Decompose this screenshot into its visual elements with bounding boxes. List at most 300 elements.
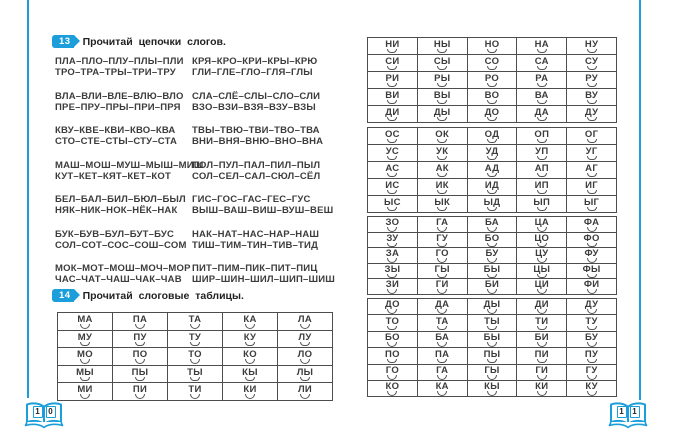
syllable-cell: [467, 217, 517, 233]
syllable-text: ПУ: [133, 331, 147, 343]
blend-arc-icon: [487, 375, 497, 380]
syllable-chain-line: ТРО–ТРА–ТРЫ–ТРИ–ТРУ: [55, 67, 176, 78]
syllable-text: ФА: [583, 217, 600, 228]
syllable-text: НИ: [385, 38, 400, 50]
syllable-cell: [417, 263, 467, 279]
blend-arc-icon: [537, 359, 547, 364]
syllable-cell: [467, 72, 517, 89]
syllable-cell: [417, 380, 467, 396]
syllable-text: КЫ: [242, 366, 258, 378]
syllable-text: МУ: [77, 331, 93, 343]
syllable-text: ЗЫ: [384, 263, 401, 275]
blend-arc-icon: [437, 66, 447, 71]
page-number-book-right: [608, 401, 648, 429]
syllable-cell: [223, 348, 278, 366]
syllable-chain-line: СЛА–СЛЁ–СЛЫ–СЛО–СЛИ: [192, 90, 321, 102]
blend-arc-icon: [80, 394, 90, 399]
syllable-text: ОП: [534, 128, 550, 140]
syllable-chain-line: ВНИ–ВНЯ–ВНЮ–ВНО–ВНА: [192, 136, 324, 147]
blend-arc-icon: [587, 289, 597, 294]
blend-arc-icon: [587, 326, 597, 331]
table-row: [368, 279, 617, 295]
blend-arc-icon: [387, 156, 397, 161]
chain-column: [55, 229, 192, 251]
table-row: [368, 315, 617, 331]
syllable-cell: [517, 55, 567, 72]
blend-arc-icon: [190, 342, 200, 347]
syllable-cell: [517, 315, 567, 331]
syllable-chain-line: ГИС–ГОС–ГАС–ГЕС–ГУС: [192, 194, 311, 205]
syllable-text: ДУ: [584, 106, 599, 118]
table-row: [368, 331, 617, 347]
blend-arc-icon: [537, 117, 547, 122]
syllable-cell: [467, 179, 517, 196]
syllable-text: ТУ: [585, 315, 598, 327]
blend-arc-icon: [245, 377, 255, 382]
syllable-text: ПЫ: [483, 348, 501, 360]
blend-arc-icon: [387, 173, 397, 178]
syllable-text: МИ: [77, 384, 93, 395]
syllable-cell: [223, 365, 278, 383]
blend-arc-icon: [300, 394, 310, 399]
syllable-chain-line: СОЛ–СОТ–СОС–СОШ–СОМ: [55, 239, 187, 251]
syllable-chain-line: ВЫШ–ВАШ–ВИШ–ВУШ–ВЕШ: [192, 205, 334, 216]
syllable-cell: [517, 263, 567, 279]
syllable-cell: [417, 279, 467, 295]
syllable-chain-line: НЯК–НИК–НОК–НЁК–НАК: [55, 205, 178, 216]
syllable-text: ТО: [385, 315, 400, 327]
task-13-header: [52, 35, 226, 48]
syllable-text: ДУ: [584, 299, 599, 311]
blend-arc-icon: [135, 324, 145, 329]
blend-arc-icon: [487, 190, 497, 195]
syllable-text: ВА: [534, 89, 549, 101]
syllable-text: ИД: [484, 179, 500, 191]
blend-arc-icon: [587, 117, 597, 122]
syllable-cell: [278, 348, 333, 366]
syllable-text: ЛО: [297, 349, 313, 360]
syllable-cell: [567, 331, 617, 347]
syllable-text: ЛА: [297, 314, 313, 325]
syllable-text: ТУ: [188, 331, 202, 343]
syllable-cell: [417, 162, 467, 179]
syllable-text: ЦИ: [534, 279, 549, 290]
task-14-header: [52, 289, 244, 302]
syllable-chains: [55, 56, 345, 298]
syllable-text: ИК: [435, 179, 449, 191]
syllable-cell: [517, 364, 567, 380]
blend-arc-icon: [387, 391, 397, 396]
chain-group: [55, 125, 345, 147]
blend-arc-icon: [437, 49, 447, 54]
syllable-text: БУ: [485, 248, 499, 259]
blend-arc-icon: [437, 326, 447, 331]
syllable-text: ГЫ: [434, 263, 450, 275]
syllable-text: ЫС: [384, 196, 401, 208]
table-row: [368, 128, 617, 145]
table-row: [58, 348, 333, 366]
blend-arc-icon: [587, 274, 597, 279]
syllable-cell: [517, 331, 567, 347]
chain-column: [192, 263, 336, 285]
syllable-text: КО: [385, 381, 400, 393]
syllable-text: УГ: [585, 145, 598, 157]
syllable-text: БА: [485, 217, 499, 228]
syllable-cell: [58, 313, 113, 331]
blend-arc-icon: [135, 394, 145, 399]
page-number-book-left: [24, 401, 64, 429]
syllable-cell: [467, 364, 517, 380]
syllable-chain-line: КРЯ–КРО–КРИ–КРЫ–КРЮ: [192, 56, 318, 67]
blend-arc-icon: [487, 309, 497, 314]
syllable-text: РИ: [385, 72, 400, 84]
syllable-chain-line: БЕЛ–БАЛ–БИЛ–БЮЛ–БЫЛ: [55, 194, 186, 205]
syllable-cell: [417, 106, 467, 123]
table-row: [368, 299, 617, 315]
syllable-cell: [113, 330, 168, 348]
syllable-cell: [368, 89, 418, 106]
syllable-text: ВИ: [385, 89, 400, 101]
blend-arc-icon: [537, 227, 547, 232]
blend-arc-icon: [487, 274, 497, 279]
syllable-cell: [113, 365, 168, 383]
syllable-text: КУ: [243, 331, 257, 343]
blend-arc-icon: [537, 156, 547, 161]
blend-arc-icon: [487, 391, 497, 396]
syllable-text: ПЫ: [131, 366, 149, 378]
syllable-cell: [567, 380, 617, 396]
chain-column: [55, 91, 192, 113]
syllable-text: БИ: [484, 279, 500, 290]
syllable-cell: [517, 38, 567, 55]
blend-arc-icon: [487, 243, 497, 248]
syllable-cell: [567, 299, 617, 315]
blend-arc-icon: [245, 394, 255, 399]
blend-arc-icon: [537, 391, 547, 396]
syllable-text: ЦА: [534, 217, 549, 228]
syllable-chain-line: ПОЛ–ПУЛ–ПАЛ–ПИЛ–ПЫЛ: [192, 159, 321, 171]
page-number-digit: 1: [33, 406, 43, 418]
syllable-text: ПО: [384, 348, 400, 360]
syllable-cell: [168, 383, 223, 401]
blend-arc-icon: [487, 49, 497, 54]
blend-arc-icon: [537, 100, 547, 105]
syllable-text: ДИ: [534, 299, 549, 311]
syllable-cell: [467, 299, 517, 315]
syllable-cell: [567, 279, 617, 295]
syllable-cell: [368, 232, 418, 248]
table-row: [58, 330, 333, 348]
blend-arc-icon: [437, 207, 447, 212]
syllable-text: БА: [435, 332, 450, 344]
syllable-cell: [417, 128, 467, 145]
syllable-text: ГА: [436, 365, 449, 376]
table-row: [368, 232, 617, 248]
table-row: [368, 179, 617, 196]
syllable-text: ПА: [132, 314, 148, 325]
syllable-cell: [368, 263, 418, 279]
syllable-cell: [517, 145, 567, 162]
syllable-cell: [517, 179, 567, 196]
blend-arc-icon: [437, 243, 447, 248]
syllable-text: ФЫ: [582, 263, 601, 275]
syllable-text: ВУ: [585, 89, 599, 101]
syllable-text: АП: [534, 162, 549, 174]
chain-column: [55, 194, 192, 216]
blend-arc-icon: [387, 100, 397, 105]
blend-arc-icon: [537, 243, 547, 248]
blend-arc-icon: [437, 359, 447, 364]
syllable-cell: [517, 72, 567, 89]
chain-group: [55, 160, 345, 182]
syllable-text: НА: [534, 38, 549, 50]
blend-arc-icon: [245, 359, 255, 364]
syllable-cell: [168, 348, 223, 366]
task-14-title: Прочитай слоговые таблицы.: [82, 289, 244, 302]
syllable-text: АС: [385, 162, 400, 174]
table-row: [368, 89, 617, 106]
chain-column: [192, 91, 329, 113]
blend-arc-icon: [387, 309, 397, 314]
syllable-text: БО: [484, 232, 500, 244]
blend-arc-icon: [587, 243, 597, 248]
table-row: [368, 106, 617, 123]
blend-arc-icon: [487, 83, 497, 88]
syllable-cell: [517, 106, 567, 123]
page-number-digit: 1: [630, 406, 640, 418]
blend-arc-icon: [587, 342, 597, 347]
blend-arc-icon: [487, 100, 497, 105]
page-number-digit: 0: [46, 406, 56, 418]
syllable-text: ДА: [435, 299, 450, 311]
syllable-cell: [417, 248, 467, 264]
syllable-cell: [58, 330, 113, 348]
syllable-cell: [467, 162, 517, 179]
blend-arc-icon: [487, 227, 497, 232]
blend-arc-icon: [300, 342, 310, 347]
syllable-text: ДИ: [385, 106, 400, 118]
syllable-chain-line: ПРЕ–ПРУ–ПРЫ–ПРИ–ПРЯ: [55, 101, 181, 113]
syllable-cell: [417, 89, 467, 106]
blend-arc-icon: [587, 207, 597, 212]
syllable-text: АД: [484, 162, 500, 174]
syllable-cell: [58, 348, 113, 366]
blend-arc-icon: [387, 207, 397, 212]
syllable-cell: [278, 383, 333, 401]
syllable-cell: [417, 299, 467, 315]
syllable-cell: [517, 279, 567, 295]
syllable-text: ЦЫ: [533, 263, 551, 275]
table-row: [368, 38, 617, 55]
syllable-cell: [467, 106, 517, 123]
page-number-left: [24, 406, 64, 418]
blend-arc-icon: [537, 274, 547, 279]
syllable-text: ФУ: [584, 248, 599, 259]
blend-arc-icon: [437, 139, 447, 144]
blend-arc-icon: [387, 258, 397, 263]
table-row: [368, 380, 617, 396]
syllable-text: ЦУ: [535, 248, 549, 259]
syllable-text: МЫ: [76, 366, 94, 378]
blend-arc-icon: [300, 377, 310, 382]
blend-arc-icon: [190, 377, 200, 382]
chain-group: [55, 56, 345, 78]
syllable-cell: [278, 365, 333, 383]
syllable-text: БИ: [534, 332, 549, 344]
blend-arc-icon: [537, 49, 547, 54]
syllable-text: ПИ: [534, 348, 549, 360]
blend-arc-icon: [135, 377, 145, 382]
syllable-text: СА: [534, 55, 549, 67]
syllable-text: БУ: [585, 332, 599, 344]
syllable-cell: [417, 55, 467, 72]
syllable-cell: [278, 313, 333, 331]
syllable-text: МО: [77, 349, 93, 360]
blend-arc-icon: [537, 83, 547, 88]
blend-arc-icon: [587, 100, 597, 105]
blend-arc-icon: [537, 289, 547, 294]
blend-arc-icon: [537, 326, 547, 331]
chain-group: [55, 194, 345, 216]
blend-arc-icon: [437, 173, 447, 178]
table-row: [58, 365, 333, 383]
syllable-text: УК: [436, 145, 449, 157]
blend-arc-icon: [387, 190, 397, 195]
syllable-cell: [467, 248, 517, 264]
syllable-cell: [417, 364, 467, 380]
syllable-cell: [368, 196, 418, 213]
syllable-text: ЫП: [533, 196, 551, 208]
syllable-chain-line: ПЛА–ПЛО–ПЛУ–ПЛЫ–ПЛИ: [55, 56, 184, 67]
syllable-text: ЗА: [385, 248, 400, 259]
syllable-text: ТЫ: [484, 315, 500, 327]
blend-arc-icon: [487, 139, 497, 144]
blend-arc-icon: [190, 324, 200, 329]
blend-arc-icon: [387, 49, 397, 54]
blend-arc-icon: [135, 359, 145, 364]
syllable-text: ИП: [534, 179, 549, 191]
blend-arc-icon: [245, 324, 255, 329]
syllable-cell: [467, 331, 517, 347]
blend-arc-icon: [587, 49, 597, 54]
syllable-cell: [517, 162, 567, 179]
chain-group: [55, 229, 345, 251]
blend-arc-icon: [387, 66, 397, 71]
syllable-cell: [417, 145, 467, 162]
syllable-text: ПА: [435, 348, 450, 360]
chain-column: [55, 263, 192, 285]
syllable-cell: [223, 383, 278, 401]
syllable-text: ПУ: [584, 348, 599, 360]
syllable-cell: [567, 145, 617, 162]
syllable-cell: [517, 348, 567, 364]
blend-arc-icon: [437, 274, 447, 279]
syllable-text: ЗИ: [385, 279, 400, 290]
table-row: [368, 145, 617, 162]
syllable-cell: [517, 248, 567, 264]
syllable-text: КЫ: [484, 381, 500, 393]
syllable-text: ТИ: [188, 384, 202, 395]
table-row: [368, 248, 617, 264]
chain-column: [192, 229, 329, 251]
syllable-cell: [467, 89, 517, 106]
syllable-cell: [368, 217, 418, 233]
syllable-cell: [58, 365, 113, 383]
syllable-cell: [517, 232, 567, 248]
syllable-cell: [368, 248, 418, 264]
blend-arc-icon: [437, 289, 447, 294]
blend-arc-icon: [587, 227, 597, 232]
syllable-text: СО: [484, 55, 500, 67]
syllable-text: ДО: [385, 299, 400, 311]
syllable-chain-line: ВЛА–ВЛИ–ВЛЕ–ВЛЮ–ВЛО: [55, 90, 184, 102]
syllable-cell: [223, 313, 278, 331]
chain-column: [55, 159, 204, 182]
chain-column: [192, 160, 329, 182]
chain-group: [55, 91, 345, 113]
blend-arc-icon: [387, 243, 397, 248]
syllable-cell: [567, 38, 617, 55]
syllable-text: ГЫ: [484, 365, 500, 376]
syllable-cell: [368, 364, 418, 380]
syllable-cell: [368, 128, 418, 145]
syllable-cell: [567, 55, 617, 72]
syllable-text: КА: [243, 314, 257, 325]
blend-arc-icon: [587, 173, 597, 178]
blend-arc-icon: [387, 289, 397, 294]
syllable-text: ТЫ: [187, 366, 203, 378]
blend-arc-icon: [587, 309, 597, 314]
syllable-cell: [517, 217, 567, 233]
blend-arc-icon: [587, 66, 597, 71]
syllable-chain-line: ЧАС–ЧАТ–ЧАШ–ЧАК–ЧАВ: [55, 274, 182, 285]
syllable-cell: [567, 348, 617, 364]
blend-arc-icon: [437, 309, 447, 314]
syllable-cell: [567, 179, 617, 196]
syllable-cell: [467, 348, 517, 364]
table-row: [368, 263, 617, 279]
syllable-text: КИ: [535, 381, 549, 393]
blend-arc-icon: [487, 289, 497, 294]
syllable-text: ОС: [384, 128, 400, 140]
syllable-cell: [223, 330, 278, 348]
blend-arc-icon: [80, 359, 90, 364]
syllable-cell: [567, 128, 617, 145]
syllable-cell: [368, 106, 418, 123]
syllable-text: БО: [384, 332, 400, 344]
blend-arc-icon: [587, 190, 597, 195]
blend-arc-icon: [487, 258, 497, 263]
syllable-text: ИС: [385, 179, 400, 191]
syllable-table-right-1: [367, 37, 617, 123]
syllable-text: ЗО: [385, 217, 400, 228]
blend-arc-icon: [387, 342, 397, 347]
syllable-cell: [467, 380, 517, 396]
syllable-cell: [417, 331, 467, 347]
syllable-cell: [368, 380, 418, 396]
syllable-text: ЫД: [483, 196, 501, 208]
syllable-text: ЛУ: [298, 331, 312, 343]
page-number-digit: 1: [617, 406, 627, 418]
syllable-cell: [467, 128, 517, 145]
syllable-text: ВЫ: [433, 89, 451, 101]
blend-arc-icon: [387, 117, 397, 122]
syllable-text: ОД: [484, 128, 500, 140]
blend-arc-icon: [537, 207, 547, 212]
syllable-cell: [467, 315, 517, 331]
blend-arc-icon: [387, 83, 397, 88]
syllable-cell: [168, 330, 223, 348]
